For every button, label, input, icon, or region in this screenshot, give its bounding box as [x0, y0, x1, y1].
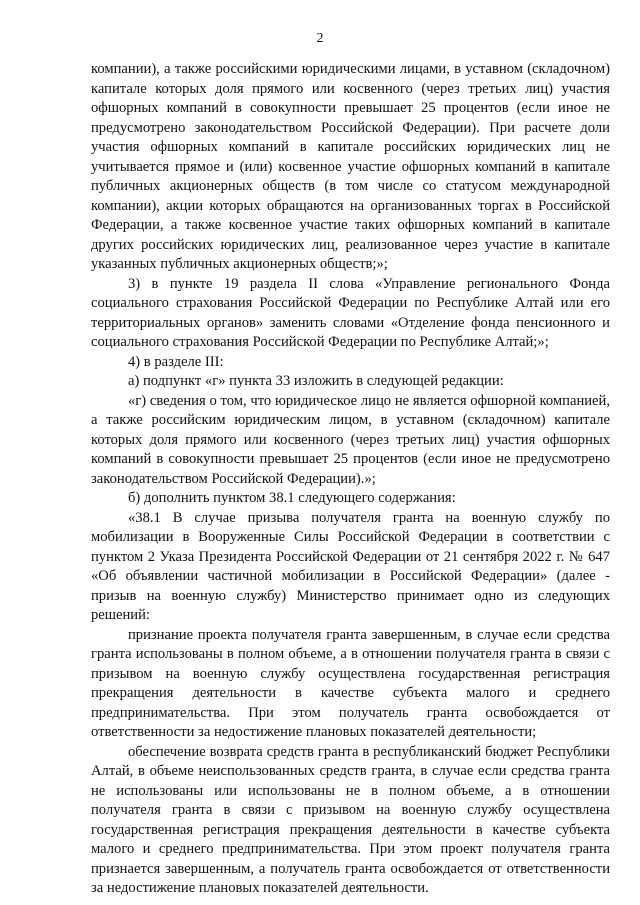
paragraph-item-3: 3) в пункте 19 раздела II слова «Управление регионального Фонда социального страхования Российской Федерации по Республике Алтай или его территориальных органов» заменить словами «Отделение фонда пенсионного и социального страхования Российской Федерации по Республике Алтай;»; — [91, 275, 610, 350]
paragraph-clause-g: «г) сведения о том, что юридическое лицо не является офшорной компанией, а также российским юридическим лицом, в уставном (складочном) капитале которых доля прямого или косвенного (через третьих лиц) участия офшорных компаний в совокупности превышает 25 процентов (если иное не предусмотрено законодательством Российской Федерации).»; — [91, 392, 610, 487]
paragraph-subitem-a: а) подпункт «г» пункта 33 изложить в следующей редакции: — [128, 373, 504, 389]
paragraph-decision-refund: обеспечение возврата средств гранта в республиканский бюджет Республики Алтай, в объеме неиспользованных средств гранта, в случае если средства гранта не использованы или использованы не в полном объеме, а в отношении получателя гранта в связи с призывом на военную службу осуществлена государственная регистрация прекращения деятельности в качестве субъекта малого и среднего предпринимательства. При этом проект получателя гранта признается завершенным, а получатель гранта освобождается от ответственности за недостижение плановых показателей деятельности. — [91, 743, 610, 896]
paragraph-subitem-b: б) дополнить пунктом 38.1 следующего содержания: — [128, 490, 456, 506]
document-body — [91, 60, 610, 899]
paragraph-item-4: 4) в разделе III: — [128, 353, 224, 370]
paragraph-clause-38-1: «38.1 В случае призыва получателя гранта на военную службу по мобилизации в Вооруженные Силы Российской Федерации в соответствии с пунктом 2 Указа Президента Российской Федерации от 21 сентября 2022 г. № 647 «Об объявлении частичной мобилизации в Российской Федерации» (далее - призыв на военную службу) Министерство принимает одно из следующих решений: — [91, 509, 610, 623]
page-number: 2 — [316, 31, 324, 46]
paragraph-decision-completion: признание проекта получателя гранта завершенным, в случае если средства гранта использованы в полном объеме, а в отношении получателя гранта в связи с призывом на военную службу осуществлена государственная регистрация прекращения деятельности в качестве субъекта малого и среднего предпринимательства. При этом получатель гранта освобождается от ответственности за недостижение плановых показателей деятельности; — [91, 626, 610, 740]
paragraph-offshore-continuation: компании), а также российскими юридическими лицами, в уставном (складочном) капитале которых доля прямого или косвенного (через третьих лиц) участия офшорных компаний в совокупности превышает 25 процентов (если иное не предусмотрено законодательством Российской Федерации). При расчете доли участия офшорных компаний в капитале российских юридических лиц не учитывается прямое и (или) косвенное участие офшорных компаний в капитале публичных акционерных обществ (в том числе со статусом международной компании), акции которых обращаются на организованных торгах в Российской Федерации, а также косвенное участие таких офшорных компаний в капитале других российских юридических лиц, реализованное через участие в капитале указанных публичных акционерных обществ;»; — [91, 61, 610, 272]
